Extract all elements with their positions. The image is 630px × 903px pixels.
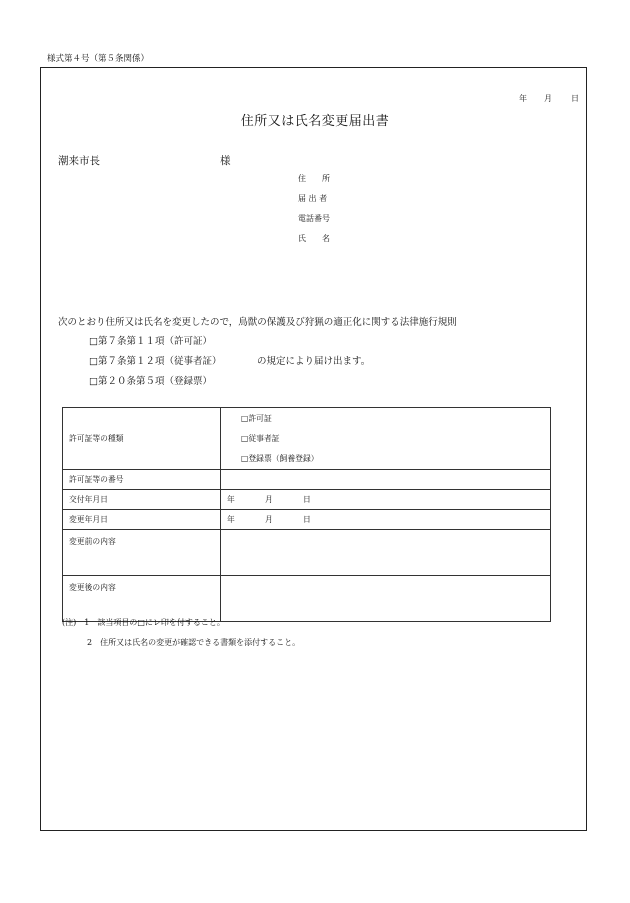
- option-permit[interactable]: □第７条第１１項（許可証）: [89, 336, 212, 347]
- issue-date-field[interactable]: [221, 490, 551, 510]
- option-registration[interactable]: □第２０条第５項（登録票）: [89, 376, 212, 387]
- table-row: [63, 576, 551, 622]
- issue-year: 年: [227, 495, 235, 504]
- change-day: 日: [303, 515, 311, 524]
- checkbox-registration[interactable]: □登録票（飼養登録）: [241, 453, 319, 463]
- body-text: 次のとおり住所又は氏名を変更したので，鳥獣の保護及び狩猟の適正化に関する法律施行規則: [58, 317, 457, 328]
- date-year: 年: [519, 94, 527, 103]
- page-title: 住所又は氏名変更届出書: [240, 114, 390, 129]
- table-row: [63, 470, 551, 490]
- form-number: 様式第４号（第５条関係）: [47, 54, 150, 64]
- provision-text: の規定により届け出ます。: [257, 356, 371, 367]
- license-number-field[interactable]: [221, 470, 551, 490]
- date-day: 日: [571, 94, 579, 103]
- sender-address-label: 住 所: [298, 174, 330, 183]
- details-table: [62, 407, 551, 622]
- license-type-label: 許可証等の種類: [63, 408, 221, 470]
- issue-day: 日: [303, 495, 311, 504]
- before-field[interactable]: [221, 530, 551, 576]
- date-line: [519, 93, 579, 104]
- note-1: (注) 1 該当項目の□にレ印を付すること。: [62, 618, 225, 627]
- after-field[interactable]: [221, 576, 551, 622]
- checkbox-permit[interactable]: □許可証: [241, 413, 272, 423]
- table-row: [63, 490, 551, 510]
- date-month: 月: [544, 94, 552, 103]
- option-worker-cert[interactable]: □第７条第１２項（従事者証）: [89, 356, 222, 367]
- checkbox-worker-cert[interactable]: □従事者証: [241, 433, 280, 443]
- sender-name-label: 氏 名: [298, 234, 330, 243]
- issue-date-label: 交付年月日: [63, 490, 221, 510]
- license-number-label: 許可証等の番号: [63, 470, 221, 490]
- table-row: [63, 408, 551, 470]
- addressee: 潮来市長: [58, 155, 100, 167]
- license-type-options: [221, 408, 551, 470]
- sender-notifier-label: 届 出 者: [298, 194, 328, 203]
- issue-month: 月: [265, 495, 273, 504]
- before-label: 変更前の内容: [63, 530, 221, 576]
- honorific: 様: [220, 155, 231, 167]
- change-date-field[interactable]: [221, 510, 551, 530]
- change-year: 年: [227, 515, 235, 524]
- after-label: 変更後の内容: [63, 576, 221, 622]
- note-2: 2 住所又は氏名の変更が確認できる書類を添付すること。: [87, 638, 301, 647]
- table-row: [63, 530, 551, 576]
- table-row: [63, 510, 551, 530]
- change-month: 月: [265, 515, 273, 524]
- change-date-label: 変更年月日: [63, 510, 221, 530]
- sender-phone-label: 電話番号: [298, 214, 330, 223]
